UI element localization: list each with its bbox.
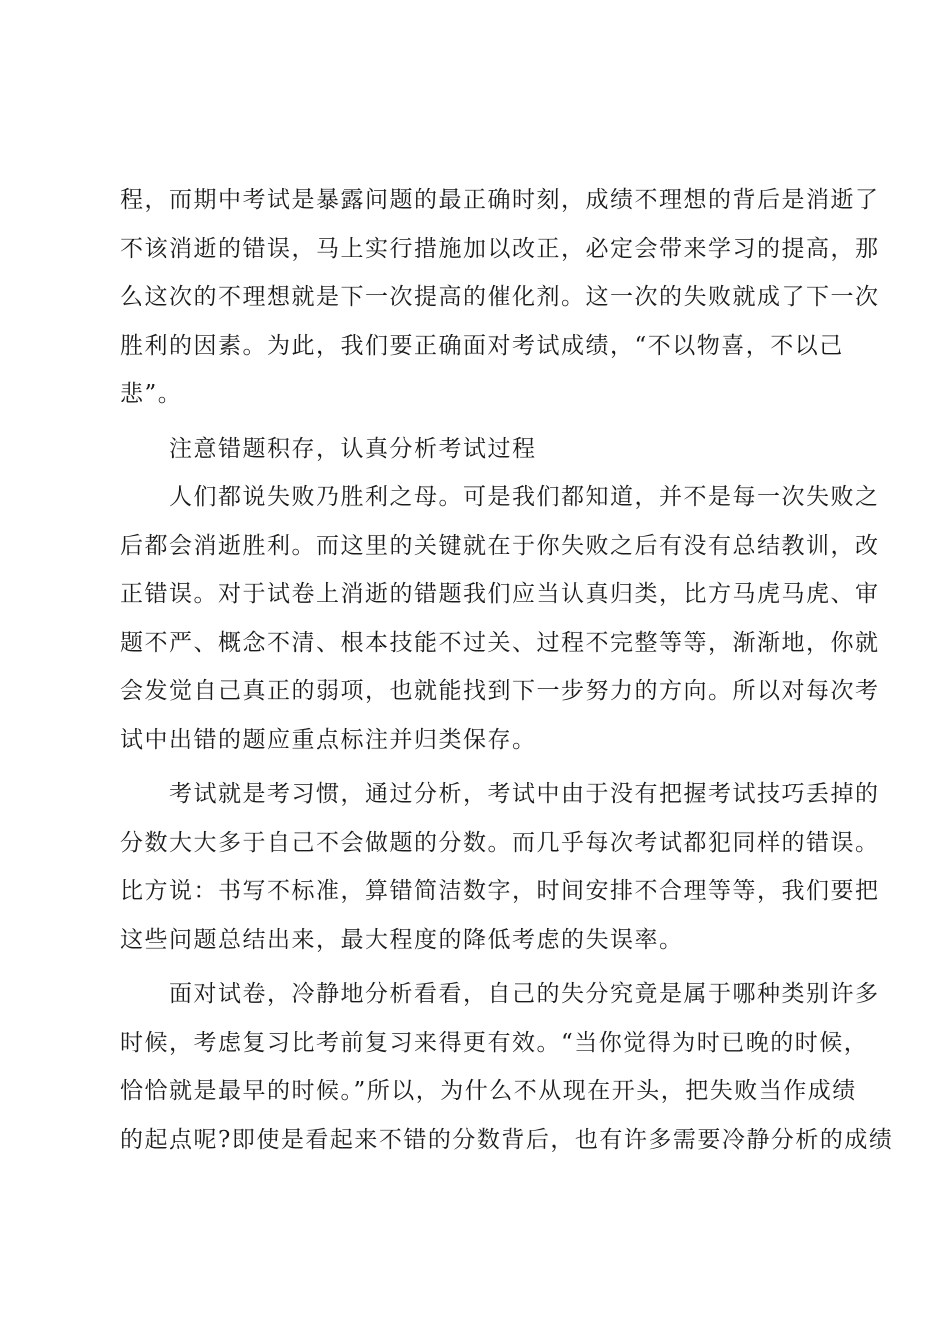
text-line: 悲”。 (120, 381, 183, 407)
paragraph-4 (120, 970, 894, 1164)
text-line: 试中出错的题应重点标注并归类保存。 (120, 726, 537, 753)
text-line: 时候，考虑复习比考前复习来得更有效。“当你觉得为时已晚的时候， (120, 1029, 869, 1056)
text-line: 会发觉自己真正的弱项，也就能找到下一步努力的方向。所以对每次考 (120, 678, 880, 704)
text-line: 考试就是考习惯，通过分析，考试中由于没有把握考试技巧丢掉的 (120, 781, 880, 807)
section-heading (120, 425, 832, 474)
paragraph-2 (120, 473, 880, 764)
text-line: 么这次的不理想就是下一次提高的催化剂。这一次的失败就成了下一次 (120, 284, 880, 310)
text-line: 不该消逝的错误，马上实行措施加以改正，必定会带来学习的提高，那 (120, 235, 880, 262)
text-line: 恰恰就是最早的时候。”所以，为什么不从现在开头，把失败当作成绩 (120, 1078, 857, 1104)
text-line: 的起点呢?即使是看起来不错的分数背后，也有许多需要冷静分析的成绩 (120, 1126, 894, 1153)
text-line: 这些问题总结出来，最大程度的降低考虑的失误率。 (120, 926, 684, 953)
paragraph-3 (120, 770, 880, 964)
text-line: 程，而期中考试是暴露问题的最正确时刻，成绩不理想的背后是消逝了 (120, 187, 880, 213)
paragraph-1 (120, 176, 880, 419)
text-line: 人们都说失败乃胜利之母。可是我们都知道，并不是每一次失败之 (120, 484, 880, 510)
text-line: 比方说：书写不标准，算错简洁数字，时间安排不合理等等，我们要把 (120, 878, 880, 904)
text-line: 正错误。对于试卷上消逝的错题我们应当认真归类，比方马虎马虎、审 (120, 581, 880, 607)
document-body (120, 176, 894, 1164)
text-line: 后都会消逝胜利。而这里的关键就在于你失败之后有没有总结教训，改 (120, 532, 880, 559)
text-line: 题不严、概念不清、根本技能不过关、过程不完整等等，渐渐地，你就 (120, 629, 880, 656)
text-line: 面对试卷，冷静地分析看看，自己的失分究竟是属于哪种类别许多 (120, 981, 880, 1007)
text-line: 分数大大多于自己不会做题的分数。而几乎每次考试都犯同样的错误。 (120, 829, 880, 856)
heading-text: 注意错题积存，认真分析考试过程 (120, 435, 537, 462)
text-line: 胜利的因素。为此，我们要正确面对考试成绩，“不以物喜，不以己 (120, 332, 844, 359)
